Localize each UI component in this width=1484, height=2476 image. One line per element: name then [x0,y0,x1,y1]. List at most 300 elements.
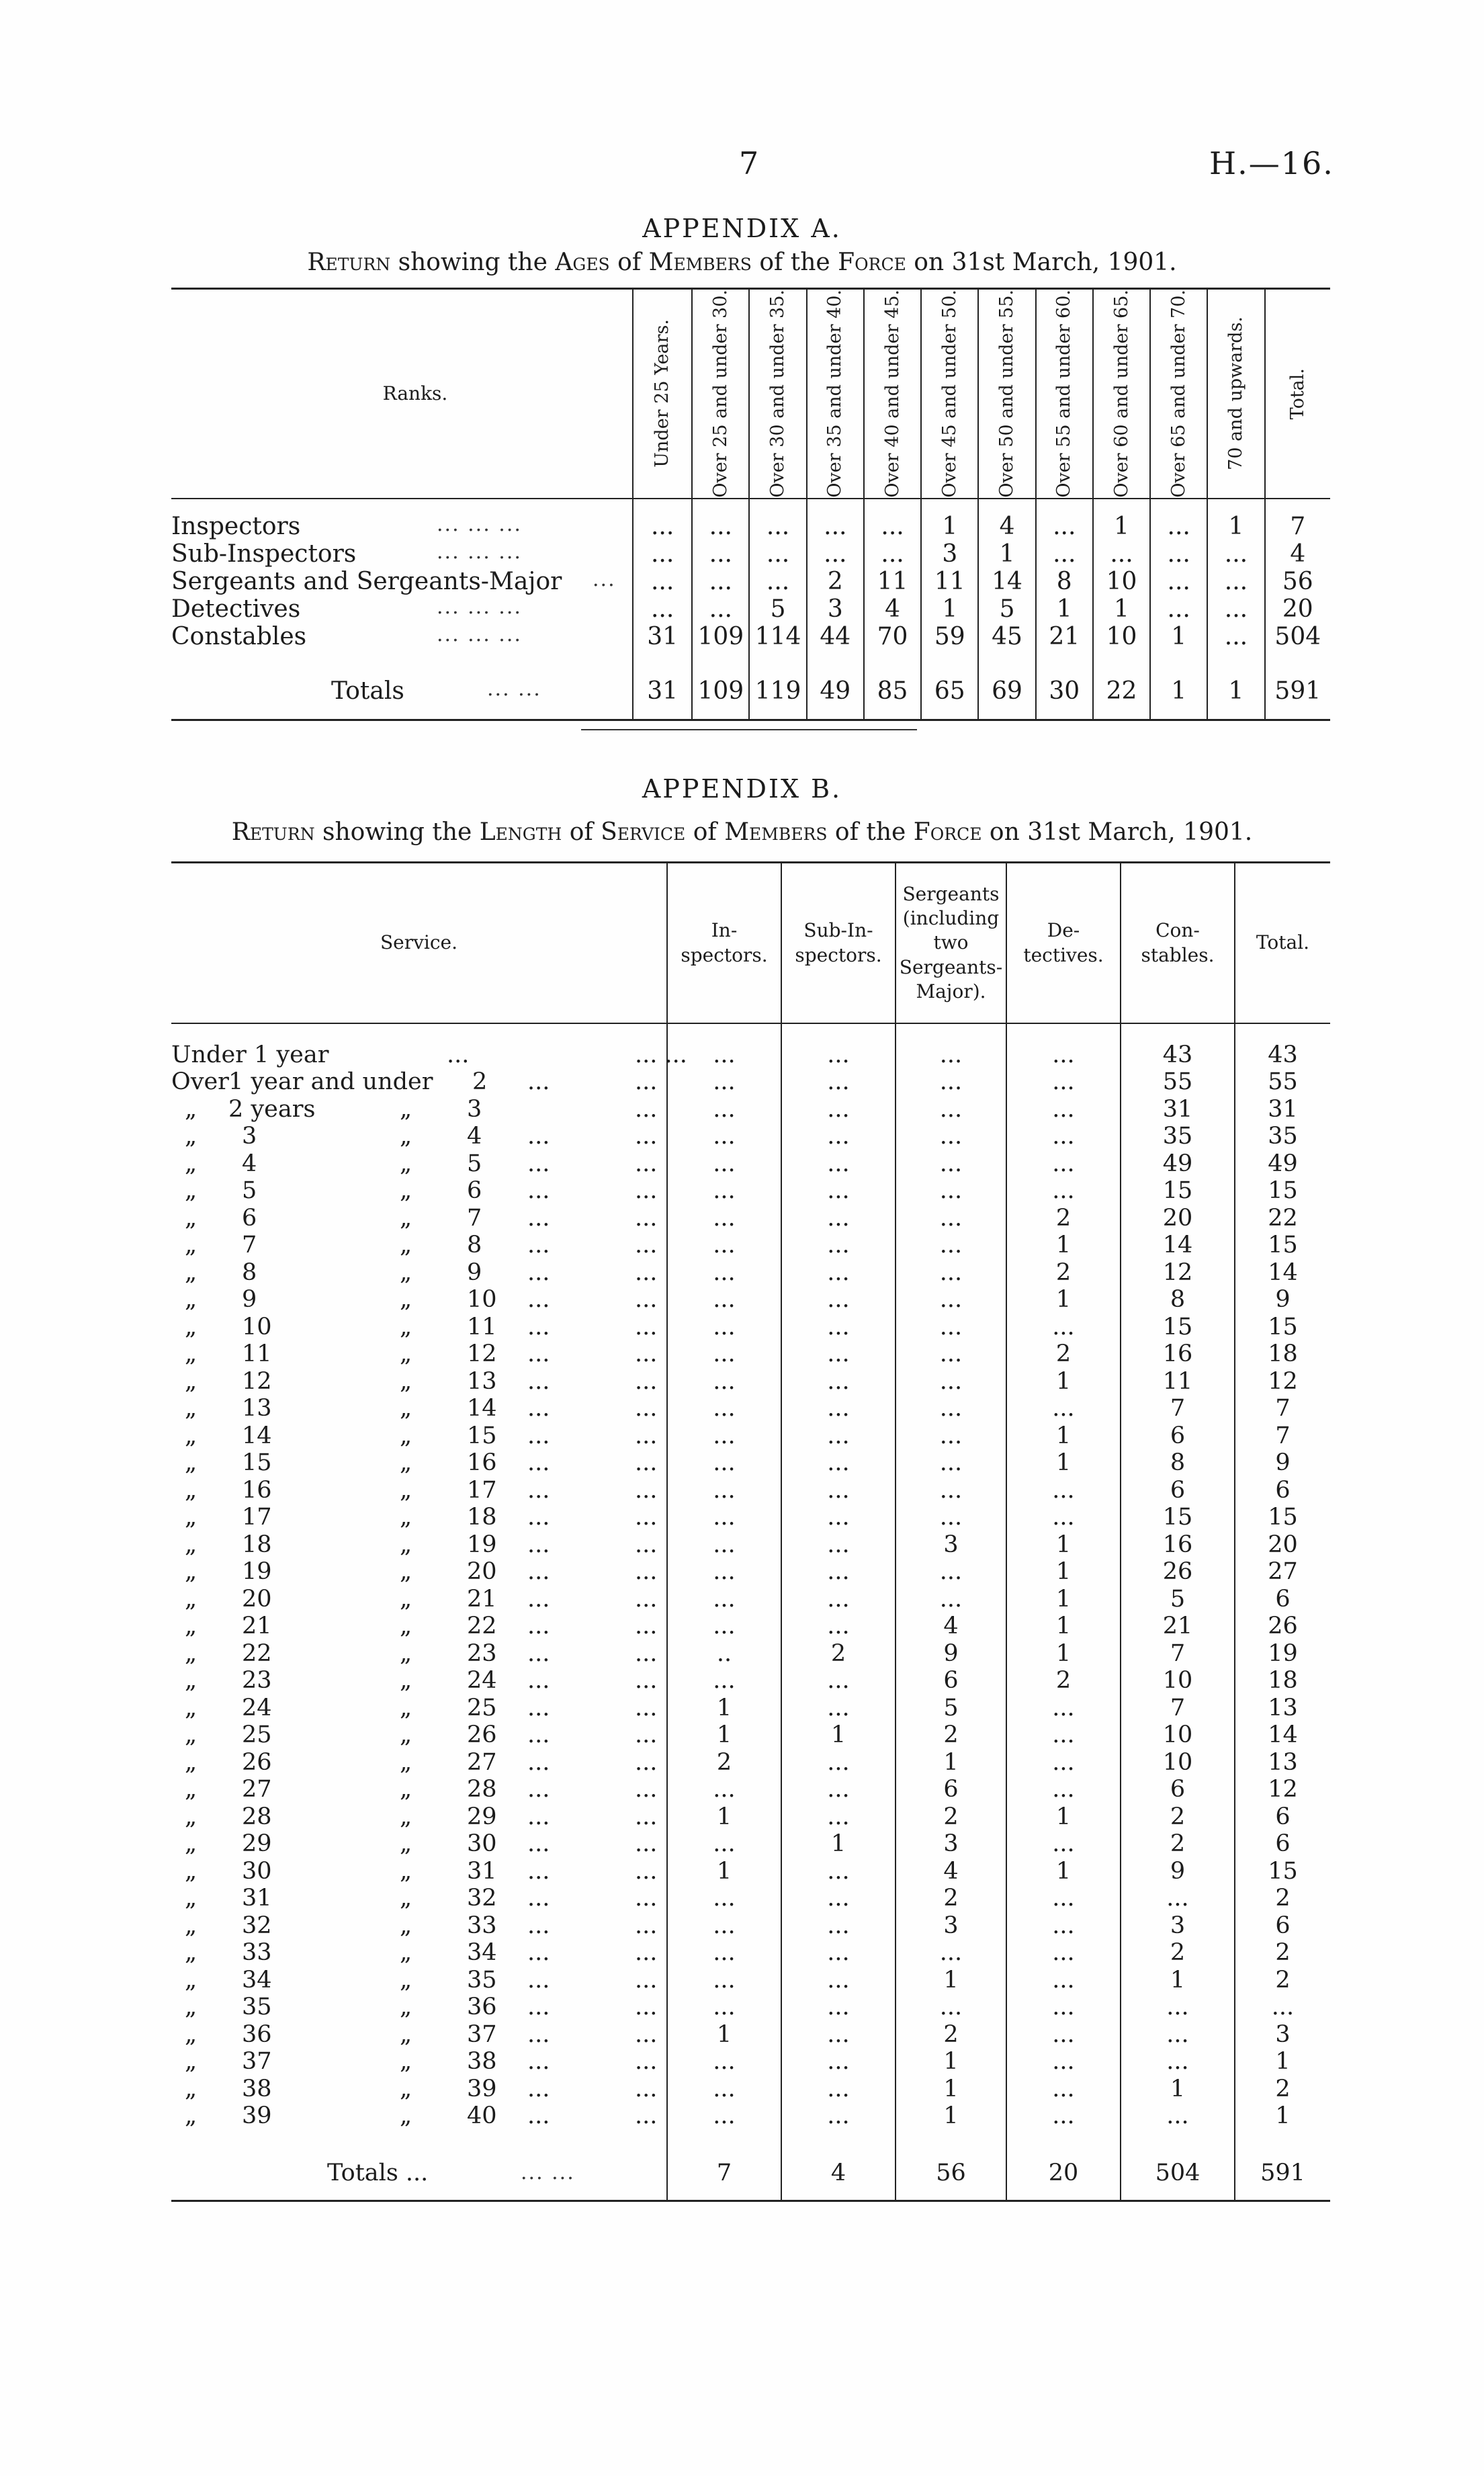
ditto-mark: „ [400,1803,412,1830]
service-cell: 1 [1235,2048,1330,2076]
rank-cell: 4 [978,513,1035,540]
leader-dots: ... [527,1177,550,1204]
service-cell: ... [667,2048,781,2076]
service-cell: 3 [1235,2020,1330,2048]
service-label-cell [171,1885,667,1912]
heading-text: showing the [314,818,480,846]
totals-cell: 56 [896,2146,1006,2201]
age-column-label: 70 and upwards. [1225,316,1247,471]
service-cell: ... [667,1258,781,1286]
spacer-cell [1150,650,1207,664]
rank-cell: ... [1207,568,1264,595]
service-to: 17 [467,1476,497,1504]
leader-dots: ... [635,2020,658,2048]
service-cell: 3 [1121,1912,1235,1939]
leader-dots: ... [635,1613,658,1639]
service-label-cell [171,1585,667,1613]
service-from: 34 [242,1966,272,1994]
leader-dots: ... [635,1232,658,1258]
leader-dots: ... [635,1585,658,1613]
service-to: 20 [467,1558,497,1585]
service-cell: ... [667,1966,781,1994]
ditto-mark: „ [185,1449,198,1476]
service-cell: 2 [1121,1830,1235,1858]
service-cell: 2 [781,1639,896,1667]
rank-row [171,595,1330,623]
ditto-mark: „ [185,1830,198,1857]
service-cell: ... [667,2102,781,2130]
age-column-header [978,289,1035,499]
service-cell: 2 [1006,1258,1121,1286]
leader-dots: ... [635,1313,658,1340]
leader-dots: ... [527,1449,550,1476]
leader-dots: ... [527,1286,550,1313]
heading-word: Ages [555,249,610,276]
service-cell: 13 [1235,1748,1330,1776]
service-cell: ... [781,1313,896,1340]
rank-cell: 1 [921,513,978,540]
service-cell: ... [1006,1504,1121,1531]
ditto-mark: „ [185,1558,198,1585]
service-cell: 12 [1235,1776,1330,1803]
rank-name: Inspectors [171,512,301,540]
service-row [171,1994,1330,2021]
service-cell: 6 [1235,1803,1330,1830]
service-cell: 2 [896,1885,1006,1912]
heading-word: Members [648,249,752,276]
service-cell: ... [1006,1830,1121,1858]
rank-cell: 4 [864,595,921,623]
service-cell: 1 [1006,1613,1121,1640]
service-label-cell [171,1068,667,1096]
rank-name-cell [171,540,633,568]
service-cell: 15 [1235,1313,1330,1340]
service-to: 30 [467,1830,497,1857]
service-from: 30 [242,1857,272,1885]
service-cell: 1 [1006,1422,1121,1449]
service-cell: ... [667,1912,781,1939]
spacer-cell [1093,650,1150,664]
service-cell: ... [667,1041,781,1068]
age-column-label: Over 25 and under 30. [710,290,731,498]
service-cell: ... [667,1177,781,1205]
rank-cell: 31 [633,623,692,650]
service-cell: ... [1006,2048,1121,2076]
service-label-cell [171,1232,667,1259]
spacer-cell [1265,499,1330,513]
service-label-cell [171,2020,667,2048]
service-cell: 18 [1235,1667,1330,1695]
service-label-cell [171,1748,667,1776]
spacer-cell [781,1023,896,1041]
service-cell: 6 [1121,1776,1235,1803]
spacer-cell [1207,650,1264,664]
ditto-mark: „ [185,1177,198,1204]
service-label-cell [171,1531,667,1558]
service-cell: ... [667,1558,781,1586]
service-cell: 1 [1006,1232,1121,1259]
rank-cell: ... [633,568,692,595]
service-to: 27 [467,1748,497,1776]
leader-dots: ... [527,1939,550,1966]
leader-dots: ... [635,1721,658,1748]
service-cell: .. [667,1639,781,1667]
service-cell: 6 [896,1776,1006,1803]
service-cell: ... [781,1885,896,1912]
totals-cell: 65 [921,664,978,720]
leader-dots: ... ... ... [437,512,522,536]
leader-dots: ... [635,1367,658,1395]
ages-table [171,288,1330,721]
ditto-mark: „ [185,1966,198,1994]
spacer-cell [978,499,1035,513]
rank-row [171,540,1330,568]
ditto-mark: „ [400,1150,412,1177]
ditto-mark: „ [400,1939,412,1966]
service-cell: ... [781,1912,896,1939]
ditto-mark: „ [185,1313,198,1340]
service-cell: ... [896,1340,1006,1368]
service-cell: ... [1006,1313,1121,1340]
service-cell: ... [1006,1150,1121,1177]
leader-dots: ... [527,2102,550,2129]
service-cell: ... [781,1748,896,1776]
service-from: 10 [242,1313,272,1340]
service-cell: 15 [1235,1857,1330,1885]
service-row [171,1449,1330,1477]
leader-dots: ... [635,1258,658,1286]
leader-dots: ... [635,1286,658,1313]
service-from: 23 [242,1667,272,1694]
age-column-header [864,289,921,499]
service-cell: ... [667,1150,781,1177]
service-header: Service. [171,863,667,1024]
service-cell: 21 [1121,1613,1235,1640]
leader-dots: ... [635,1885,658,1912]
service-from: 29 [242,1830,272,1857]
service-row [171,1313,1330,1340]
service-cell: ... [781,1232,896,1259]
service-cell: ... [667,1585,781,1613]
leader-dots: ... [527,1504,550,1531]
age-column-label: Over 55 and under 60. [1053,290,1075,498]
rank-cell: ... [749,540,806,568]
ditto-mark: „ [185,1694,198,1721]
rank-cell: ... [749,568,806,595]
service-label-cell [171,1613,667,1640]
rank-cell: 7 [1265,513,1330,540]
service-cell: ... [781,1531,896,1558]
service-cell: 1 [1006,1367,1121,1395]
service-label-cell [171,1150,667,1177]
leader-dots: ... [527,1340,550,1367]
service-from: 9 [242,1286,257,1313]
service-from: 11 [242,1340,272,1367]
service-cell: ... [667,1340,781,1368]
service-label-cell [171,1258,667,1286]
service-cell: 1 [1006,1531,1121,1558]
service-cell: ... [1006,1095,1121,1123]
rank-cell: 20 [1265,595,1330,623]
ditto-mark: „ [400,2075,412,2102]
service-cell: ... [1006,1776,1121,1803]
service-to: 15 [467,1422,497,1449]
rank-cell: 1 [978,540,1035,568]
service-cell: 18 [1235,1340,1330,1368]
totals-cell: 31 [633,664,692,720]
ditto-mark: „ [185,1095,198,1123]
ditto-mark: „ [185,1367,198,1395]
service-from: 24 [242,1694,272,1721]
service-cell: ... [781,1476,896,1504]
rank-cell: 59 [921,623,978,650]
service-cell: ... [667,1504,781,1531]
service-cell: 15 [1235,1177,1330,1205]
spacer-cell [692,499,749,513]
ditto-mark: „ [400,1639,412,1667]
heading-text: on 31st March, 1901. [981,818,1253,846]
totals-row [171,664,1330,720]
spacer-cell [921,499,978,513]
service-cell: ... [781,1994,896,2021]
service-cell: ... [1006,1123,1121,1150]
ditto-mark: „ [400,1885,412,1912]
ditto-mark: „ [400,2048,412,2075]
service-to: 25 [467,1694,497,1721]
spacer-cell [1207,499,1264,513]
service-label-cell [171,1966,667,1994]
service-table [171,861,1330,2202]
spacer-cell [896,1023,1006,1041]
spacer-cell [171,650,633,664]
service-to: 40 [467,2102,497,2129]
rank-cell: ... [1150,513,1207,540]
service-row [171,1558,1330,1586]
spacer-row [171,1023,1330,1041]
leader-dots: ... [527,1585,550,1613]
service-cell: 2 [1006,1204,1121,1232]
leader-dots: ... [527,1313,550,1340]
leader-dots: ... ... [635,1041,687,1068]
leader-dots: ... [635,1204,658,1232]
leader-dots: ... [635,1803,658,1830]
service-cell: ... [781,1204,896,1232]
service-cell: ... [1006,1994,1121,2021]
service-cell: ... [896,1313,1006,1340]
leader-dots: ... [527,1613,550,1639]
service-from: 12 [242,1367,272,1395]
service-cell: 7 [1121,1694,1235,1721]
service-row [171,1585,1330,1613]
leader-dots: ... [635,1531,658,1558]
service-cell: 1 [667,1803,781,1830]
service-from: 36 [242,2020,272,2048]
service-cell: 1 [1006,1449,1121,1477]
leader-dots: ... [635,2102,658,2129]
service-cell: ... [896,1286,1006,1314]
rank-cell: 504 [1265,623,1330,650]
service-cell: ... [896,1258,1006,1286]
service-cell: ... [781,1857,896,1885]
service-cell: 1 [1121,1966,1235,1994]
service-cell: ... [896,1177,1006,1205]
spacer-cell [1265,650,1330,664]
service-cell: ... [1006,1912,1121,1939]
heading-text: of [685,818,725,846]
service-column-header: Con-stables. [1121,863,1235,1024]
service-to: 37 [467,2020,497,2048]
service-cell: 5 [1121,1585,1235,1613]
rank-cell: ... [807,540,864,568]
ditto-mark: „ [185,1667,198,1694]
service-label-cell [171,1177,667,1205]
spacer-cell [1235,1023,1330,1041]
leader-dots: ... [527,1150,550,1177]
service-from: 33 [242,1939,272,1966]
service-cell: 2 [1121,1803,1235,1830]
totals-label-cell [171,2146,667,2201]
service-cell: 49 [1121,1150,1235,1177]
heading-word: Force [838,249,906,276]
appendix-a-title: APPENDIX A. [642,214,842,243]
leader-dots: ... [635,1939,658,1966]
ditto-mark: „ [400,1748,412,1776]
section-divider [581,729,917,730]
service-cell: 1 [667,2020,781,2048]
leader-dots: ... [635,1667,658,1694]
service-label-cell [171,1694,667,1721]
service-to: 23 [467,1639,497,1667]
service-label-cell [171,1286,667,1314]
leader-dots: ... ... ... [437,622,522,646]
service-from: 8 [242,1258,257,1286]
rank-cell: 109 [692,623,749,650]
service-to: 14 [467,1395,497,1422]
service-cell: 15 [1121,1177,1235,1205]
age-column-header [1265,289,1330,499]
service-to: 39 [467,2075,497,2102]
service-cell: ... [1121,2102,1235,2130]
rank-cell: 21 [1036,623,1093,650]
leader-dots: ... [527,1258,550,1286]
rank-cell: 70 [864,623,921,650]
service-row [171,1803,1330,1830]
service-cell: 26 [1121,1558,1235,1586]
age-column-header [1150,289,1207,499]
service-from: 26 [242,1748,272,1776]
service-cell: 43 [1235,1041,1330,1068]
spacer-cell [1150,499,1207,513]
service-from: 4 [242,1150,257,1177]
service-cell: ... [1006,2075,1121,2102]
heading-word: Return [231,818,315,846]
ditto-mark: „ [400,1857,412,1885]
spacer-cell [633,650,692,664]
leader-dots: ... [527,2075,550,2102]
service-row [171,1068,1330,1096]
ditto-mark: „ [400,2102,412,2129]
rank-cell: 114 [749,623,806,650]
service-cell: ... [781,2020,896,2048]
service-cell: ... [896,1068,1006,1096]
spacer-row [171,2129,1330,2146]
leader-dots: ... [635,1476,658,1504]
ditto-mark: „ [185,2020,198,2048]
totals-cell: 49 [807,664,864,720]
service-cell: 12 [1121,1258,1235,1286]
service-from: 28 [242,1803,272,1830]
service-cell: 1 [896,1966,1006,1994]
totals-cell: 22 [1093,664,1150,720]
service-cell: ... [1121,1994,1235,2021]
service-to: 24 [467,1667,497,1694]
service-cell: 4 [896,1613,1006,1640]
rank-cell: ... [1207,623,1264,650]
service-cell: 3 [896,1912,1006,1939]
heading-text: showing the [390,249,556,276]
rank-name-cell [171,568,633,595]
rank-row [171,568,1330,595]
service-cell: 15 [1121,1504,1235,1531]
leader-dots: ... [527,1422,550,1449]
ditto-mark: „ [185,1912,198,1939]
leader-dots: ... [527,1367,550,1395]
rank-cell: ... [1150,540,1207,568]
service-label-cell [171,1340,667,1368]
totals-cell: 4 [781,2146,896,2201]
service-cell: 1 [1006,1857,1121,1885]
ditto-mark: „ [400,1340,412,1367]
age-column-header [807,289,864,499]
ditto-mark: „ [185,1340,198,1367]
age-column-label: Over 45 and under 50. [939,290,960,498]
ditto-mark: „ [185,1939,198,1966]
service-from: 39 [242,2102,272,2129]
leader-dots: ... [527,1885,550,1912]
service-cell: ... [781,1776,896,1803]
ditto-mark: „ [400,1232,412,1258]
ditto-mark: „ [400,1912,412,1939]
ditto-mark: „ [185,1504,198,1531]
leader-dots: ... [635,1449,658,1476]
appendix-a-heading [0,249,1484,276]
rank-cell: 11 [864,568,921,595]
service-cell: ... [781,2102,896,2130]
ditto-mark: „ [185,1531,198,1558]
service-cell: ... [667,1939,781,1967]
service-cell: 16 [1121,1340,1235,1368]
leader-dots: ... [527,1232,550,1258]
service-cell: ... [781,2048,896,2076]
rank-cell: 1 [1036,595,1093,623]
service-label-cell [171,1476,667,1504]
age-column-label: Over 65 and under 70. [1168,290,1189,498]
spacer-cell [1093,499,1150,513]
ditto-mark: „ [185,1994,198,2020]
service-to: 4 [467,1123,482,1150]
service-cell: 31 [1235,1095,1330,1123]
leader-dots: ... [527,1639,550,1667]
service-cell: ... [667,1068,781,1096]
page-reference: H.—16. [1209,145,1334,181]
service-label-cell [171,1095,667,1123]
spacer-cell [749,650,806,664]
service-label-cell [171,1367,667,1395]
service-column-header: Sergeants (including two Sergeants-Major). [896,863,1006,1024]
service-cell: ... [667,1313,781,1340]
service-prefix: Over [171,1068,229,1095]
rank-cell: 2 [807,568,864,595]
